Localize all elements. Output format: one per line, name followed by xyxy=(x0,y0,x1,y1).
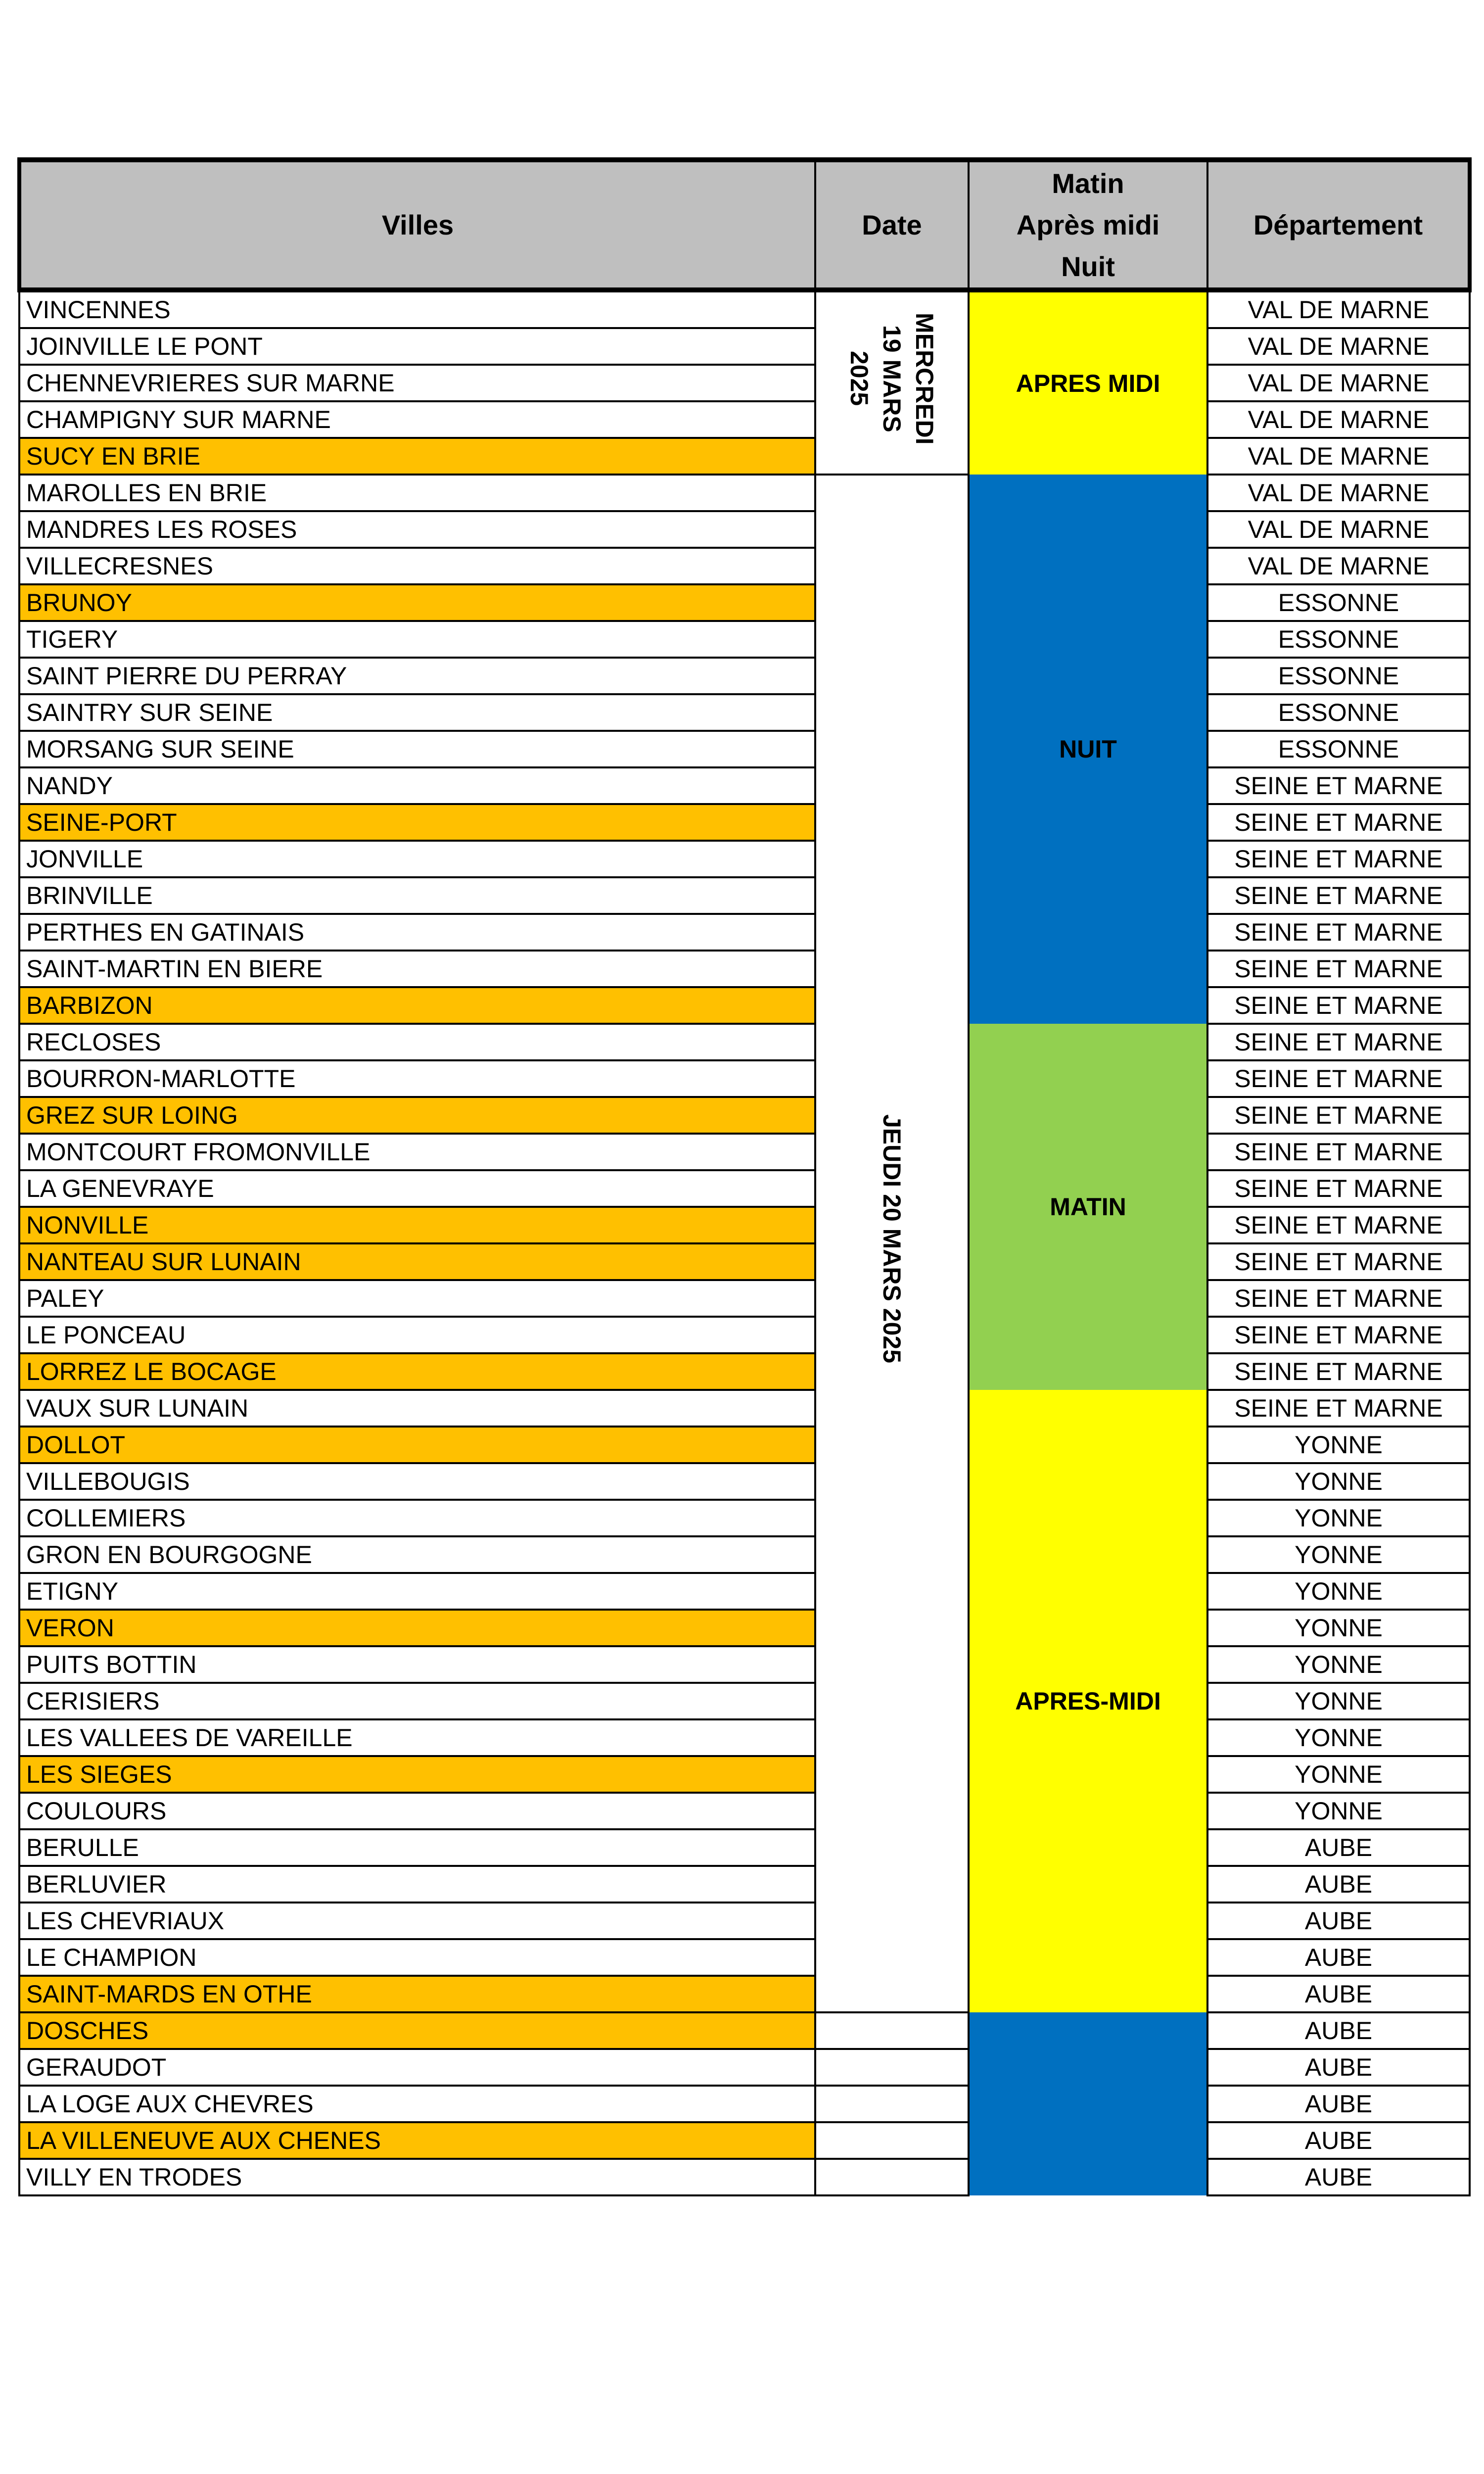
table-row xyxy=(19,365,1470,401)
department-cell: SEINE ET MARNE xyxy=(1207,1317,1470,1353)
table-row xyxy=(19,1756,1470,1793)
department-cell: YONNE xyxy=(1207,1793,1470,1829)
date-label: MERCREDI 19 MARS 2025 xyxy=(845,312,938,445)
date-cell xyxy=(815,475,969,2012)
date-cell xyxy=(815,290,969,475)
city-cell: COLLEMIERS xyxy=(19,1500,815,1536)
table-row xyxy=(19,1097,1470,1134)
table-row xyxy=(19,2122,1470,2159)
city-cell: BRUNOY xyxy=(19,584,815,621)
city-cell: PALEY xyxy=(19,1280,815,1317)
date-cell-empty xyxy=(815,2122,969,2159)
table-row xyxy=(19,584,1470,621)
table-row xyxy=(19,1793,1470,1829)
city-cell: MAROLLES EN BRIE xyxy=(19,475,815,511)
city-cell: BRINVILLE xyxy=(19,877,815,914)
table-row xyxy=(19,1573,1470,1610)
table-row xyxy=(19,475,1470,511)
department-cell: ESSONNE xyxy=(1207,584,1470,621)
department-cell: SEINE ET MARNE xyxy=(1207,1024,1470,1060)
city-cell: NONVILLE xyxy=(19,1207,815,1243)
header-periode-line-3: Nuit xyxy=(1061,250,1115,282)
header-periode xyxy=(969,160,1207,290)
department-cell: AUBE xyxy=(1207,2049,1470,2086)
department-cell: YONNE xyxy=(1207,1610,1470,1646)
city-cell: LES VALLEES DE VAREILLE xyxy=(19,1719,815,1756)
table-row xyxy=(19,1719,1470,1756)
city-cell: BERULLE xyxy=(19,1829,815,1866)
city-cell: LES CHEVRIAUX xyxy=(19,1903,815,1939)
header-date: Date xyxy=(815,160,969,290)
department-cell: VAL DE MARNE xyxy=(1207,548,1470,584)
table-row xyxy=(19,290,1470,328)
city-cell: VILLEBOUGIS xyxy=(19,1463,815,1500)
city-cell: SAINT-MARDS EN OTHE xyxy=(19,1976,815,2012)
table-row xyxy=(19,1390,1470,1427)
table-row xyxy=(19,694,1470,731)
table-row xyxy=(19,401,1470,438)
period-cell: MATIN xyxy=(969,1024,1207,1390)
city-cell: DOSCHES xyxy=(19,2012,815,2049)
department-cell: VAL DE MARNE xyxy=(1207,365,1470,401)
department-cell: VAL DE MARNE xyxy=(1207,475,1470,511)
table-row xyxy=(19,1610,1470,1646)
table-row xyxy=(19,2049,1470,2086)
department-cell: YONNE xyxy=(1207,1756,1470,1793)
schedule-table xyxy=(17,157,1472,2196)
department-cell: SEINE ET MARNE xyxy=(1207,1170,1470,1207)
city-cell: NANTEAU SUR LUNAIN xyxy=(19,1243,815,1280)
department-cell: SEINE ET MARNE xyxy=(1207,1134,1470,1170)
city-cell: VERON xyxy=(19,1610,815,1646)
table-row xyxy=(19,1976,1470,2012)
table-row xyxy=(19,1170,1470,1207)
header-departement: Département xyxy=(1207,160,1470,290)
department-cell: SEINE ET MARNE xyxy=(1207,951,1470,987)
table-row xyxy=(19,438,1470,475)
date-cell-empty xyxy=(815,2049,969,2086)
department-cell: ESSONNE xyxy=(1207,694,1470,731)
department-cell: YONNE xyxy=(1207,1500,1470,1536)
department-cell: YONNE xyxy=(1207,1427,1470,1463)
department-cell: SEINE ET MARNE xyxy=(1207,1280,1470,1317)
city-cell: LA VILLENEUVE AUX CHENES xyxy=(19,2122,815,2159)
department-cell: VAL DE MARNE xyxy=(1207,328,1470,365)
city-cell: LE CHAMPION xyxy=(19,1939,815,1976)
department-cell: AUBE xyxy=(1207,2086,1470,2122)
period-cell xyxy=(969,2012,1207,2195)
table-row xyxy=(19,1353,1470,1390)
city-cell: LORREZ LE BOCAGE xyxy=(19,1353,815,1390)
department-cell: AUBE xyxy=(1207,1903,1470,1939)
city-cell: SEINE-PORT xyxy=(19,804,815,841)
department-cell: YONNE xyxy=(1207,1573,1470,1610)
city-cell: LA LOGE AUX CHEVRES xyxy=(19,2086,815,2122)
table-row xyxy=(19,621,1470,658)
department-cell: SEINE ET MARNE xyxy=(1207,767,1470,804)
department-cell: SEINE ET MARNE xyxy=(1207,841,1470,877)
city-cell: DOLLOT xyxy=(19,1427,815,1463)
department-cell: YONNE xyxy=(1207,1683,1470,1719)
table-row xyxy=(19,1060,1470,1097)
department-cell: VAL DE MARNE xyxy=(1207,290,1470,328)
table-row xyxy=(19,1134,1470,1170)
city-cell: LA GENEVRAYE xyxy=(19,1170,815,1207)
header-row xyxy=(19,160,1470,290)
city-cell: SUCY EN BRIE xyxy=(19,438,815,475)
department-cell: SEINE ET MARNE xyxy=(1207,1207,1470,1243)
department-cell: AUBE xyxy=(1207,1829,1470,1866)
period-cell: APRES-MIDI xyxy=(969,1390,1207,2012)
department-cell: AUBE xyxy=(1207,2159,1470,2195)
city-cell: GREZ SUR LOING xyxy=(19,1097,815,1134)
table-row xyxy=(19,1536,1470,1573)
header-periode-line-2: Après midi xyxy=(1016,209,1160,240)
city-cell: MANDRES LES ROSES xyxy=(19,511,815,548)
table-row xyxy=(19,987,1470,1024)
date-cell-empty xyxy=(815,2159,969,2195)
department-cell: AUBE xyxy=(1207,1939,1470,1976)
table-row xyxy=(19,1683,1470,1719)
table-row xyxy=(19,1243,1470,1280)
table-row xyxy=(19,1829,1470,1866)
city-cell: JONVILLE xyxy=(19,841,815,877)
department-cell: AUBE xyxy=(1207,1866,1470,1903)
table-row xyxy=(19,951,1470,987)
department-cell: SEINE ET MARNE xyxy=(1207,1097,1470,1134)
period-cell: APRES MIDI xyxy=(969,290,1207,475)
table-row xyxy=(19,1317,1470,1353)
department-cell: VAL DE MARNE xyxy=(1207,401,1470,438)
department-cell: YONNE xyxy=(1207,1536,1470,1573)
city-cell: CERISIERS xyxy=(19,1683,815,1719)
department-cell: ESSONNE xyxy=(1207,621,1470,658)
city-cell: BOURRON-MARLOTTE xyxy=(19,1060,815,1097)
city-cell: NANDY xyxy=(19,767,815,804)
department-cell: YONNE xyxy=(1207,1463,1470,1500)
date-label: JEUDI 20 MARS 2025 xyxy=(878,1114,906,1364)
city-cell: BERLUVIER xyxy=(19,1866,815,1903)
table-row xyxy=(19,841,1470,877)
city-cell: SAINT-MARTIN EN BIERE xyxy=(19,951,815,987)
city-cell: VILLECRESNES xyxy=(19,548,815,584)
city-cell: SAINTRY SUR SEINE xyxy=(19,694,815,731)
city-cell: BARBIZON xyxy=(19,987,815,1024)
department-cell: SEINE ET MARNE xyxy=(1207,987,1470,1024)
city-cell: TIGERY xyxy=(19,621,815,658)
department-cell: SEINE ET MARNE xyxy=(1207,877,1470,914)
city-cell: LE PONCEAU xyxy=(19,1317,815,1353)
table-row xyxy=(19,658,1470,694)
city-cell: LES SIEGES xyxy=(19,1756,815,1793)
city-cell: VINCENNES xyxy=(19,290,815,328)
city-cell: MORSANG SUR SEINE xyxy=(19,731,815,767)
department-cell: VAL DE MARNE xyxy=(1207,511,1470,548)
city-cell: PERTHES EN GATINAIS xyxy=(19,914,815,951)
city-cell: ETIGNY xyxy=(19,1573,815,1610)
table-row xyxy=(19,1500,1470,1536)
date-cell-empty xyxy=(815,2086,969,2122)
table-row xyxy=(19,1024,1470,1060)
department-cell: SEINE ET MARNE xyxy=(1207,804,1470,841)
city-cell: RECLOSES xyxy=(19,1024,815,1060)
city-cell: JOINVILLE LE PONT xyxy=(19,328,815,365)
department-cell: YONNE xyxy=(1207,1646,1470,1683)
table-row xyxy=(19,548,1470,584)
department-cell: SEINE ET MARNE xyxy=(1207,1060,1470,1097)
department-cell: VAL DE MARNE xyxy=(1207,438,1470,475)
table-body xyxy=(19,290,1470,2195)
table-row xyxy=(19,804,1470,841)
table-row xyxy=(19,1463,1470,1500)
department-cell: SEINE ET MARNE xyxy=(1207,1243,1470,1280)
department-cell: AUBE xyxy=(1207,2122,1470,2159)
department-cell: AUBE xyxy=(1207,1976,1470,2012)
table-row xyxy=(19,914,1470,951)
table-row xyxy=(19,2012,1470,2049)
city-cell: PUITS BOTTIN xyxy=(19,1646,815,1683)
department-cell: SEINE ET MARNE xyxy=(1207,1353,1470,1390)
table-row xyxy=(19,1939,1470,1976)
table-row xyxy=(19,2159,1470,2195)
department-cell: ESSONNE xyxy=(1207,731,1470,767)
department-cell: SEINE ET MARNE xyxy=(1207,914,1470,951)
city-cell: VAUX SUR LUNAIN xyxy=(19,1390,815,1427)
department-cell: AUBE xyxy=(1207,2012,1470,2049)
date-cell-empty xyxy=(815,2012,969,2049)
city-cell: GRON EN BOURGOGNE xyxy=(19,1536,815,1573)
table-row xyxy=(19,328,1470,365)
header-villes: Villes xyxy=(19,160,815,290)
table-row xyxy=(19,1646,1470,1683)
table-row xyxy=(19,877,1470,914)
department-cell: SEINE ET MARNE xyxy=(1207,1390,1470,1427)
table-row xyxy=(19,2086,1470,2122)
table-row xyxy=(19,1207,1470,1243)
city-cell: MONTCOURT FROMONVILLE xyxy=(19,1134,815,1170)
header-periode-line-1: Matin xyxy=(1052,167,1124,199)
city-cell: CHENNEVRIERES SUR MARNE xyxy=(19,365,815,401)
table-row xyxy=(19,731,1470,767)
department-cell: ESSONNE xyxy=(1207,658,1470,694)
table-row xyxy=(19,1866,1470,1903)
table-row xyxy=(19,1280,1470,1317)
department-cell: YONNE xyxy=(1207,1719,1470,1756)
table-row xyxy=(19,767,1470,804)
city-cell: GERAUDOT xyxy=(19,2049,815,2086)
table-row xyxy=(19,1903,1470,1939)
city-cell: SAINT PIERRE DU PERRAY xyxy=(19,658,815,694)
period-cell: NUIT xyxy=(969,475,1207,1024)
city-cell: COULOURS xyxy=(19,1793,815,1829)
table-row xyxy=(19,1427,1470,1463)
table-row xyxy=(19,511,1470,548)
city-cell: VILLY EN TRODES xyxy=(19,2159,815,2195)
city-cell: CHAMPIGNY SUR MARNE xyxy=(19,401,815,438)
